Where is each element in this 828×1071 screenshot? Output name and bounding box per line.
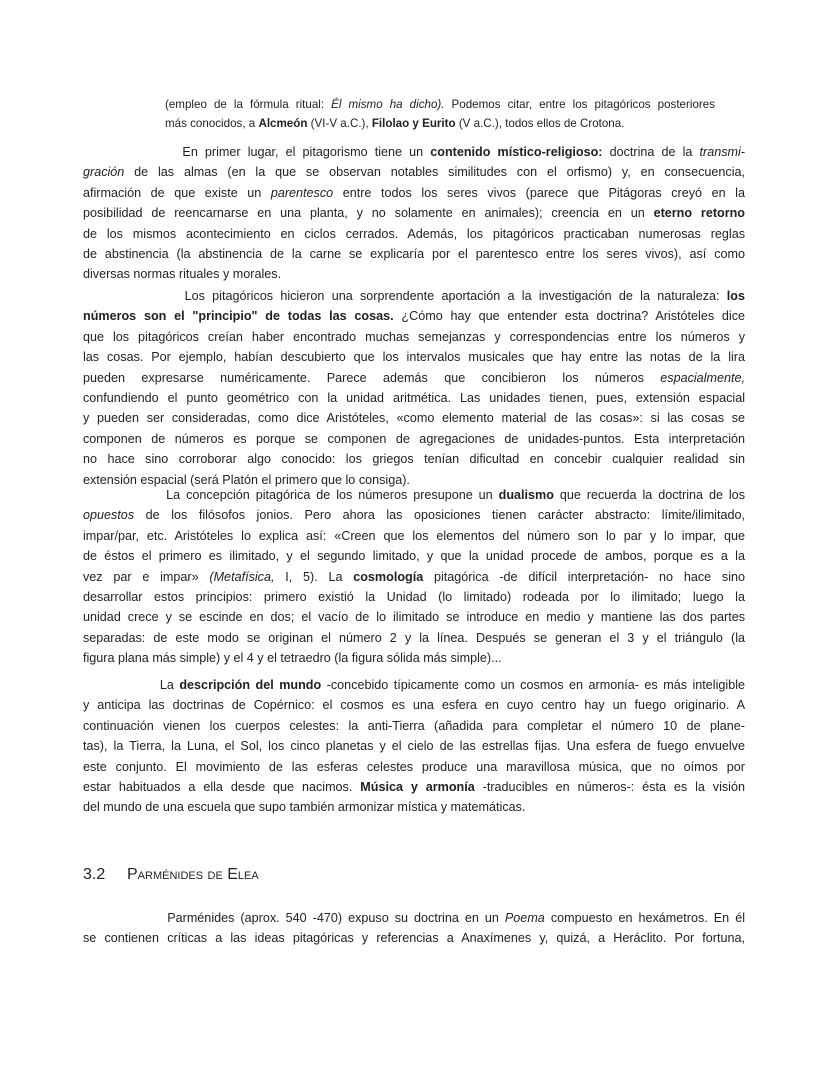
paragraph-world-description: [83, 675, 745, 818]
text-run: afirmación de que existe un: [83, 185, 271, 200]
text-run: impar/par, etc. Aristóteles lo explica así: «Creen que los elementos del número son lo par y lo impar, que: [83, 528, 745, 543]
italic-text: opuestos: [83, 508, 135, 523]
text-run: de abstinencia (la abstinencia de la carne se explicaría por el parentesco entre los seres vivos), así como: [83, 246, 745, 261]
text-run: que los pitagóricos creían haber encontrado muchas semejanzas y correspondencias entre los números y: [83, 329, 745, 344]
paragraph-parmenides: [83, 908, 745, 949]
text-run: pitagórica -de difícil interpretación- no hace sino: [423, 569, 745, 584]
paragraph-dualism: [83, 485, 745, 669]
text-run: se contienen críticas a las ideas pitagóricas y referencias a Anaxímenes y, quizá, a Heráclito. Por fortuna,: [83, 931, 745, 946]
bold-text: los: [726, 289, 745, 303]
text-run: Parménides (aprox. 540 -470) expuso su doctrina en un: [83, 911, 505, 925]
text-run: Los pitagóricos hicieron una sorprendente aportación a la investigación de la naturaleza:: [83, 289, 727, 303]
text-line: [83, 347, 745, 367]
text-run: En primer lugar, el pitagorismo tiene un: [83, 145, 431, 159]
text-run: y pueden ser consideradas, como dice Aristóteles, «como elemento material de las cosas»: si las cosas se: [83, 411, 745, 426]
text-line: [83, 526, 745, 546]
text-run: ¿Cómo hay que entender esta doctrina? Aristóteles dice: [393, 309, 745, 324]
bold-text: Alcmeón: [258, 117, 308, 130]
text-line: [83, 244, 745, 264]
text-run: figura plana más simple) y el 4 y el tetraedro (la figura sólida más simple)...: [83, 651, 502, 666]
text-run: La: [83, 678, 180, 692]
text-line: [83, 327, 745, 347]
italic-text: espacialmente,: [660, 370, 745, 385]
text-run: desarrollar estos principios: primero existió la Unidad (lo limitado) rodeada por lo ilimitado; luego la: [83, 589, 745, 604]
text-run: La concepción pitagórica de los números presupone un: [83, 488, 499, 502]
text-run: de las almas (en la que se observan notables similitudes con el orfismo) y, en consecuencia,: [124, 165, 745, 180]
text-line: [83, 675, 745, 695]
text-line: [83, 264, 745, 284]
text-run: las cosas. Por ejemplo, habían descubierto que los intervalos musicales que hay entre las notas de la lira: [83, 350, 745, 365]
italic-text: parentesco: [270, 185, 334, 200]
text-line: [83, 203, 745, 223]
italic-text: Él mismo ha dicho).: [331, 98, 445, 111]
bold-text: Filolao y Eurito: [371, 117, 456, 130]
text-line: [83, 797, 745, 817]
bold-text: dualismo: [498, 488, 554, 502]
text-line: [83, 777, 745, 797]
text-line: [83, 757, 745, 777]
text-run: pueden expresarse numéricamente. Parece además que concibieron los números: [83, 370, 661, 385]
italic-text: transmi-: [699, 145, 745, 159]
text-line: [83, 429, 745, 449]
text-line: [83, 306, 745, 326]
text-run: -concebido típicamente como un cosmos en armonía- es más inteligible: [321, 678, 746, 692]
text-run: que recuerda la doctrina de los: [553, 488, 745, 502]
text-run: y anticipa las doctrinas de Copérnico: el cosmos es una esfera en cuyo centro hay un fuego originario. A: [83, 698, 745, 713]
text-line: [83, 648, 745, 668]
text-run: este conjunto. El movimiento de las esferas celestes produce una maravillosa música, que no oímos por: [83, 759, 745, 774]
text-run: posibilidad de reencarnarse en una planta, y no solamente en animales); creencia en un: [83, 206, 654, 221]
bold-text: números son el "principio" de todas las cosas.: [83, 309, 394, 324]
text-run: confundiendo el punto geométrico con la unidad aritmética. Las unidades tienen, pues, extensión espacial: [83, 390, 745, 405]
text-run: extensión espacial (será Platón el primero que lo consiga).: [83, 472, 410, 487]
text-run: no hace sino corroborar algo conocido: los griegos tenían dificultad en concebir cualquier realidad sin: [83, 452, 745, 467]
text-run: -traducibles en números-: ésta es la visión: [474, 779, 745, 794]
text-line: [83, 546, 745, 566]
text-run: estar habituados a ella desde que nacimos.: [83, 779, 361, 794]
text-line: [83, 587, 745, 607]
text-line: [83, 368, 745, 388]
paragraph-numbers-principle: [83, 286, 745, 490]
text-run: compuesto en hexámetros. En él: [544, 911, 746, 925]
text-line: [165, 114, 715, 133]
text-run: componen de números es porque se componen de agregaciones de unidades-puntos. Esta interpretación: [83, 431, 745, 446]
section-number: 3.2: [83, 866, 106, 883]
bold-text: eterno retorno: [653, 206, 745, 221]
text-run: (VI-V a.C.),: [307, 117, 372, 130]
text-line: [83, 736, 745, 756]
text-run: diversas normas rituales y morales.: [83, 267, 282, 282]
text-run: de los filósofos jonios. Pero ahora las oposiciones tienen carácter abstracto: límite/ilimitado,: [134, 508, 745, 523]
text-line: [83, 607, 745, 627]
section-heading: [83, 866, 259, 884]
text-run: más conocidos, a: [165, 117, 259, 130]
footnote-block: [165, 95, 715, 133]
bold-text: cosmología: [353, 569, 424, 584]
bold-text: descripción del mundo: [179, 678, 322, 692]
text-run: I, 5). La: [274, 569, 354, 584]
text-run: unidad crece y se escinde en dos; el vacío de lo ilimitado se introduce en medio y mantiene las dos partes: [83, 610, 745, 625]
text-line: [83, 286, 745, 306]
text-line: [83, 908, 745, 928]
text-run: de los mismos acontecimiento en ciclos cerrados. Además, los pitagóricos practicaban numerosas reglas: [83, 226, 745, 241]
text-run: separadas: de este modo se originan el número 2 y la línea. Después se generan el 3 y el triángulo (la: [83, 630, 745, 645]
text-line: [83, 449, 745, 469]
section-title: Parménides de Elea: [127, 866, 259, 883]
text-line: [83, 485, 745, 505]
text-line: [83, 567, 745, 587]
text-line: [83, 505, 745, 525]
text-run: continuación vienen los cuerpos celestes: la anti-Tierra (añadida para completar el número 10 de plane-: [83, 718, 745, 733]
text-line: [83, 162, 745, 182]
italic-text: (Metafísica,: [209, 569, 275, 584]
text-line: [83, 408, 745, 428]
text-line: [83, 628, 745, 648]
bold-text: Música y armonía: [360, 779, 475, 794]
text-run: doctrina de la: [602, 145, 700, 159]
paragraph-mystic-religious: [83, 142, 745, 285]
italic-text: Poema: [504, 911, 545, 925]
text-run: del mundo de una escuela que supo también armonizar mística y matemáticas.: [83, 800, 526, 815]
text-line: [83, 928, 745, 948]
text-line: [83, 224, 745, 244]
text-run: vez par e impar»: [83, 569, 210, 584]
text-line: [83, 388, 745, 408]
text-line: [83, 716, 745, 736]
text-run: (V a.C.), todos ellos de Crotona.: [455, 117, 625, 130]
text-run: de éstos el primero es ilimitado, y el segundo limitado, y que la unidad procede de ambos, porque es a la: [83, 549, 745, 564]
text-run: entre todos los seres vivos (parece que Pitágoras creyó en la: [333, 185, 745, 200]
text-line: [165, 95, 715, 114]
italic-text: gración: [83, 165, 125, 180]
text-run: Podemos citar, entre los pitagóricos posteriores: [444, 98, 715, 111]
text-line: [83, 142, 745, 162]
text-line: [83, 183, 745, 203]
text-run: tas), la Tierra, la Luna, el Sol, los cinco planetas y el cielo de las estrellas fijas. Una esfera de fuego envuelve: [83, 739, 745, 754]
text-run: (empleo de la fórmula ritual:: [165, 98, 332, 111]
text-line: [83, 695, 745, 715]
bold-text: contenido místico-religioso:: [430, 145, 603, 159]
